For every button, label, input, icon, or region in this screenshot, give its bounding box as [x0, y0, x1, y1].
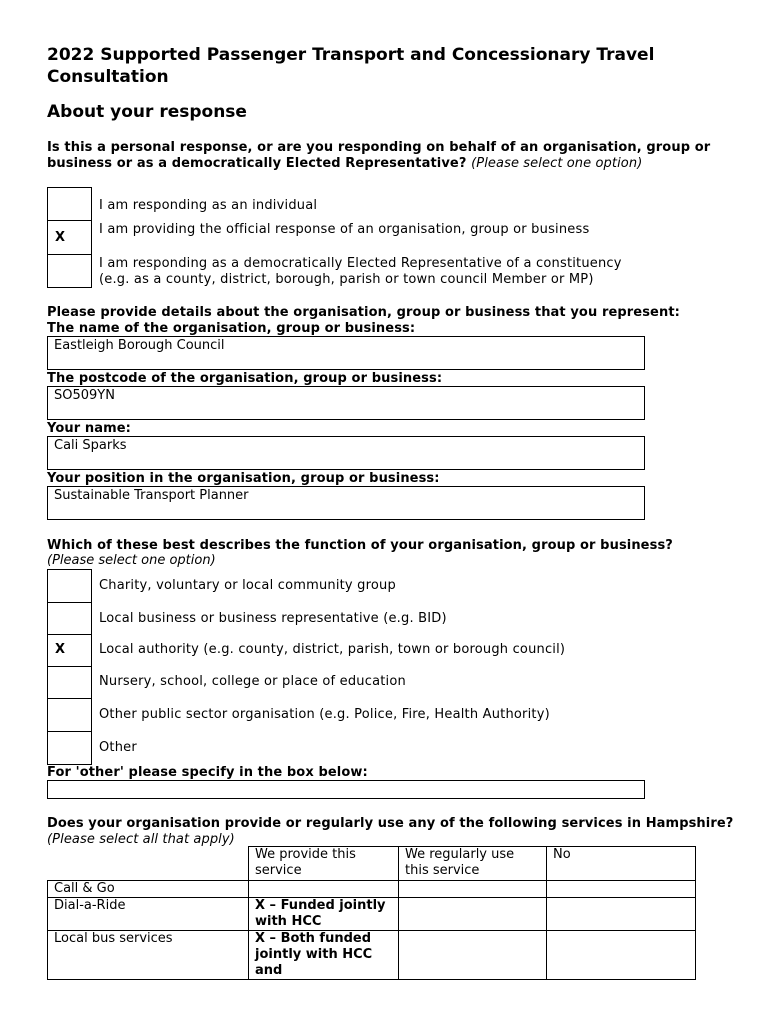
checkbox-mark: X — [55, 230, 66, 245]
service-name: Local bus services — [48, 931, 249, 980]
q1-note: (Please select one option) — [471, 156, 643, 171]
q2-checkbox-business[interactable] — [47, 602, 92, 635]
q1-question — [47, 140, 747, 172]
q3-question — [47, 816, 747, 848]
org-name-label: The name of the organisation, group or business: — [47, 321, 416, 336]
q1-question-text: Is this a personal response, or are you responding on behalf of an organisation, group or business or as a democratically Elected Representative? — [47, 140, 711, 171]
your-name-field[interactable]: Cali Sparks — [47, 436, 645, 470]
q2-checkbox-charity[interactable] — [47, 569, 92, 603]
position-field[interactable]: Sustainable Transport Planner — [47, 486, 645, 520]
table-row — [48, 898, 696, 931]
postcode-label: The postcode of the organisation, group or business: — [47, 371, 443, 386]
other-specify-field[interactable] — [47, 780, 645, 799]
checkbox-mark: X — [55, 642, 66, 657]
q2-checkbox-other[interactable] — [47, 731, 92, 765]
your-name-label: Your name: — [47, 421, 131, 436]
q3-question-text: Does your organisation provide or regularly use any of the following services in Hampshire? — [47, 816, 734, 831]
page-title: 2022 Supported Passenger Transport and Concessionary Travel Consultation — [47, 45, 655, 87]
q2-checkbox-public-sector[interactable] — [47, 698, 92, 732]
q2-question: Which of these best describes the function of your organisation, group or business? — [47, 538, 673, 553]
q2-checkbox-local-authority[interactable] — [47, 634, 92, 667]
table-header-cell: No — [547, 847, 696, 881]
position-label: Your position in the organisation, group or business: — [47, 471, 440, 486]
section-heading: About your response — [47, 102, 247, 122]
service-name: Call & Go — [48, 881, 249, 898]
table-row — [48, 931, 696, 980]
q1-option-label-line2: (e.g. as a county, district, borough, parish or town council Member or MP) — [99, 272, 594, 287]
q2-checkbox-education[interactable] — [47, 666, 92, 699]
q2-option-label: Local authority (e.g. county, district, parish, town or borough council) — [99, 642, 566, 657]
use-cell[interactable] — [399, 931, 547, 980]
no-cell[interactable] — [547, 881, 696, 898]
q1-option-label: I am responding as an individual — [99, 198, 318, 213]
table-header-cell: We regularly use this service — [399, 847, 547, 881]
provide-cell[interactable] — [249, 881, 399, 898]
table-header-cell: We provide this service — [249, 847, 399, 881]
use-cell[interactable] — [399, 881, 547, 898]
provide-cell[interactable]: X – Funded jointly with HCC — [249, 898, 399, 931]
table-header-row — [48, 847, 696, 881]
q1-checkbox-organisation[interactable] — [47, 220, 92, 255]
q1-checkbox-individual[interactable] — [47, 187, 92, 221]
other-specify-label: For 'other' please specify in the box below: — [47, 765, 368, 780]
q3-note: (Please select all that apply) — [47, 832, 235, 847]
q2-option-label: Nursery, school, college or place of education — [99, 674, 406, 689]
no-cell[interactable] — [547, 898, 696, 931]
q2-option-label: Other public sector organisation (e.g. Police, Fire, Health Authority) — [99, 707, 550, 722]
q2-option-label: Charity, voluntary or local community group — [99, 578, 396, 593]
q2-note: (Please select one option) — [47, 553, 216, 568]
services-table — [47, 846, 696, 980]
service-name: Dial-a-Ride — [48, 898, 249, 931]
details-intro: Please provide details about the organisation, group or business that you represent: — [47, 305, 680, 320]
q2-option-label: Local business or business representative (e.g. BID) — [99, 611, 447, 626]
postcode-field[interactable]: SO509YN — [47, 386, 645, 420]
no-cell[interactable] — [547, 931, 696, 980]
q1-option-label: I am responding as a democratically Elected Representative of a constituency — [99, 256, 622, 271]
table-header-cell — [48, 847, 249, 881]
table-row — [48, 881, 696, 898]
q1-option-label: I am providing the official response of an organisation, group or business — [99, 222, 590, 237]
use-cell[interactable] — [399, 898, 547, 931]
q1-checkbox-elected-rep[interactable] — [47, 254, 92, 288]
q2-option-label: Other — [99, 740, 137, 755]
provide-cell[interactable]: X – Both funded jointly with HCC and — [249, 931, 399, 980]
org-name-field[interactable]: Eastleigh Borough Council — [47, 336, 645, 370]
